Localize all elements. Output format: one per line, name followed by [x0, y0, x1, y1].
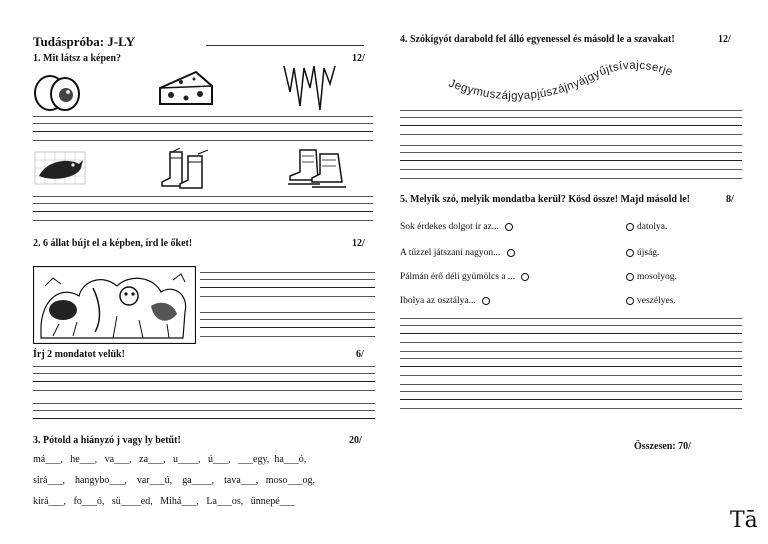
answer-line[interactable] — [200, 272, 375, 273]
match-sentence: A tűzzel játszani nagyon... — [400, 248, 515, 258]
answer-line[interactable] — [400, 318, 742, 319]
fill-row — [33, 475, 315, 486]
answer-line[interactable] — [400, 391, 742, 392]
answer-line[interactable] — [200, 296, 375, 297]
task1-heading: 1. Mit látsz a képen? — [33, 53, 122, 64]
answer-line[interactable] — [33, 381, 375, 382]
task5-score: 8/ — [726, 194, 734, 205]
answer-line[interactable] — [33, 373, 375, 374]
fill-word[interactable]: sirá___, — [33, 475, 65, 486]
match-dot[interactable] — [521, 273, 529, 281]
fill-word[interactable]: he___, — [70, 454, 98, 465]
answer-line[interactable] — [33, 403, 375, 404]
match-word: datolya. — [626, 222, 667, 232]
fill-word[interactable]: sü____ed, — [111, 496, 153, 507]
answer-line[interactable] — [200, 327, 375, 328]
fill-word[interactable]: hangybo___, — [74, 475, 127, 486]
answer-line[interactable] — [33, 116, 373, 117]
match-word: veszélyes. — [626, 296, 676, 306]
task2-sub-score: 6/ — [356, 349, 364, 360]
answer-line[interactable] — [33, 418, 375, 419]
page-title: Tudáspróba: J-LY — [33, 34, 136, 49]
task2-heading: 2. 6 állat bújt el a képben, írd le őket! — [33, 238, 193, 249]
answer-line[interactable] — [400, 117, 742, 118]
skates-picture — [286, 146, 348, 190]
fill-word[interactable]: za___, — [139, 454, 166, 465]
boots-picture — [158, 148, 214, 190]
answer-line[interactable] — [200, 319, 375, 320]
fill-word[interactable]: ga____, — [182, 475, 215, 486]
name-line[interactable] — [206, 45, 364, 46]
answer-line[interactable] — [400, 125, 742, 126]
answer-line[interactable] — [33, 220, 373, 221]
answer-line[interactable] — [33, 366, 375, 367]
answer-line[interactable] — [400, 351, 742, 352]
match-dot[interactable] — [507, 249, 515, 257]
fill-word[interactable]: u____, — [173, 454, 201, 465]
word-snake-text: Jegymuszájgyapjúszájnyájgyűjtsívajcserje — [447, 59, 675, 103]
answer-line[interactable] — [400, 160, 742, 161]
answer-line[interactable] — [400, 358, 742, 359]
match-dot[interactable] — [505, 223, 513, 231]
answer-line[interactable] — [200, 312, 375, 313]
fill-word[interactable]: ha___ó, — [274, 454, 307, 465]
total-score: Összesen: 70/ — [634, 441, 691, 452]
answer-line[interactable] — [400, 333, 742, 334]
fill-word[interactable]: ___egy, — [238, 454, 270, 465]
task2-score: 12/ — [352, 238, 365, 249]
match-sentence: Sok érdekes dolgot ír az... — [400, 222, 513, 232]
fill-word[interactable]: má___, — [33, 454, 63, 465]
answer-line[interactable] — [400, 110, 742, 111]
task4-heading: 4. Szókígyót darabold fel álló egyenessel és másold le a szavakat! — [400, 34, 675, 45]
fill-word[interactable]: fo___ó, — [73, 496, 105, 507]
match-dot[interactable] — [626, 249, 634, 257]
fill-row — [33, 454, 306, 465]
answer-line[interactable] — [400, 325, 742, 326]
answer-line[interactable] — [200, 336, 375, 337]
answer-line[interactable] — [33, 196, 373, 197]
answer-line[interactable] — [33, 410, 375, 411]
fill-word[interactable]: ünnepé___ — [250, 496, 295, 507]
answer-line[interactable] — [400, 178, 742, 179]
answer-line[interactable] — [400, 169, 742, 170]
task4-score: 12/ — [718, 34, 731, 45]
answer-line[interactable] — [400, 366, 742, 367]
task5-heading: 5. Melyik szó, melyik mondatba kerül? Kösd össze! Majd másold le! — [400, 194, 690, 205]
answer-line[interactable] — [400, 152, 742, 153]
task1-score: 12/ — [352, 53, 365, 64]
bird-picture — [33, 150, 89, 186]
answer-line[interactable] — [400, 134, 742, 135]
answer-line[interactable] — [400, 145, 742, 146]
fill-word[interactable]: ú___, — [208, 454, 231, 465]
match-sentence: Pálmán érő déli gyümölcs a ... — [400, 272, 529, 282]
logo: Tā — [730, 508, 758, 533]
answer-line[interactable] — [33, 203, 373, 204]
answer-line[interactable] — [33, 131, 373, 132]
match-word: újság. — [626, 248, 659, 258]
answer-line[interactable] — [400, 399, 742, 400]
fill-word[interactable]: var___ú, — [136, 475, 173, 486]
match-sentence: Ibolya az osztálya... — [400, 296, 490, 306]
answer-line[interactable] — [400, 408, 742, 409]
fill-word[interactable]: Mihá___, — [160, 496, 199, 507]
answer-line[interactable] — [400, 342, 742, 343]
fill-word[interactable]: moso___og, — [265, 475, 315, 486]
answer-line[interactable] — [200, 279, 375, 280]
match-word: mosolyog. — [626, 272, 677, 282]
egg-picture — [33, 70, 83, 114]
fill-word[interactable]: tava___, — [224, 475, 259, 486]
match-dot[interactable] — [482, 297, 490, 305]
hidden-animals-picture — [33, 266, 196, 344]
answer-line[interactable] — [33, 140, 373, 141]
cheese-picture — [156, 68, 216, 110]
task3-heading: 3. Pótold a hiányzó j vagy ly betűt! — [33, 435, 181, 446]
fill-row — [33, 496, 295, 507]
task3-score: 20/ — [349, 435, 362, 446]
word-snake[interactable] — [440, 54, 710, 106]
fill-word[interactable]: kirá___, — [33, 496, 67, 507]
answer-line[interactable] — [33, 211, 373, 212]
match-dot[interactable] — [626, 273, 634, 281]
match-dot[interactable] — [626, 297, 634, 305]
icicles-picture — [282, 62, 338, 112]
answer-line[interactable] — [33, 390, 375, 391]
answer-line[interactable] — [200, 287, 375, 288]
fill-word[interactable]: La___os, — [206, 496, 244, 507]
match-dot[interactable] — [626, 223, 634, 231]
answer-line[interactable] — [33, 123, 373, 124]
answer-line[interactable] — [400, 384, 742, 385]
task2-sub-heading: Írj 2 mondatot velük! — [33, 349, 125, 360]
svg-text:Jegymuszájgyapjúszájnyájgyűjts — [447, 60, 674, 103]
fill-word[interactable]: va___, — [104, 454, 132, 465]
answer-line[interactable] — [400, 375, 742, 376]
